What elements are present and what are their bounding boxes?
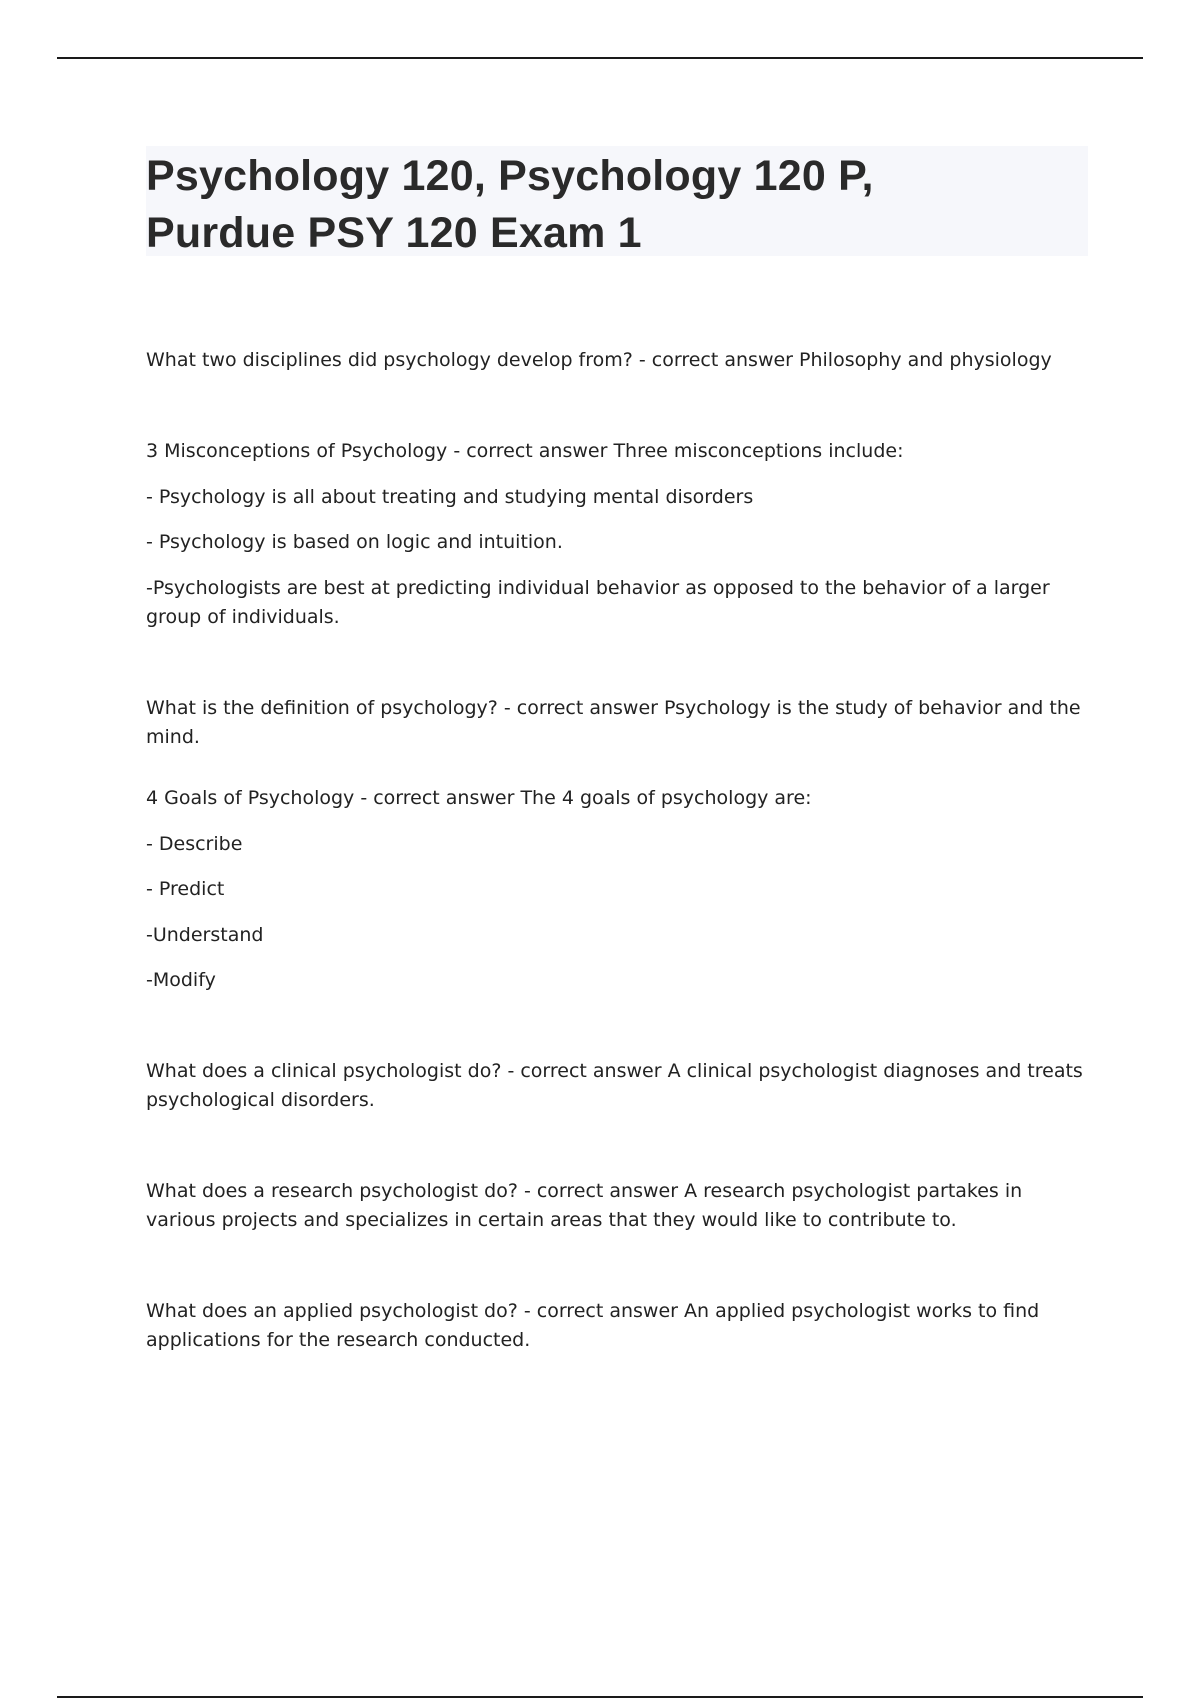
qa-item-6-question: What does a research psychologist do? - correct answer A research psychologist partakes in various projects and specializes in certain areas that they would like to contribute to. — [146, 1180, 1023, 1231]
document-title — [146, 148, 1088, 262]
qa-item-2-question: 3 Misconceptions of Psychology - correct answer Three misconceptions include: — [146, 440, 904, 462]
header-rule — [57, 57, 1143, 59]
qa-item-4-bullet-2: - Predict — [146, 878, 225, 900]
qa-item-7-question: What does an applied psychologist do? - correct answer An applied psychologist works to find applications for the research conducted. — [146, 1300, 1040, 1351]
qa-item-5-question: What does a clinical psychologist do? - correct answer A clinical psychologist diagnoses and treats psychological disorders. — [146, 1060, 1083, 1111]
qa-item-4-bullet-3: -Understand — [146, 924, 264, 946]
title-line-2: Purdue PSY 120 Exam 1 — [146, 209, 642, 257]
qa-item-4-bullet-4: -Modify — [146, 969, 216, 991]
qa-item-2-bullet-2: - Psychology is based on logic and intuition. — [146, 531, 563, 553]
qa-item-2-bullet-1: - Psychology is all about treating and studying mental disorders — [146, 486, 754, 508]
qa-item-2-bullet-3: -Psychologists are best at predicting individual behavior as opposed to the behavior of a larger group of individuals. — [146, 577, 1050, 628]
qa-item-4-question: 4 Goals of Psychology - correct answer The 4 goals of psychology are: — [146, 787, 812, 809]
qa-item-3-question: What is the definition of psychology? - correct answer Psychology is the study of behavior and the mind. — [146, 697, 1081, 748]
title-line-1: Psychology 120, Psychology 120 P, — [146, 152, 874, 200]
footer-rule — [57, 1696, 1143, 1698]
qa-item-4-bullet-1: - Describe — [146, 833, 243, 855]
qa-item-1-question: What two disciplines did psychology develop from? - correct answer Philosophy and physiology — [146, 349, 1052, 371]
